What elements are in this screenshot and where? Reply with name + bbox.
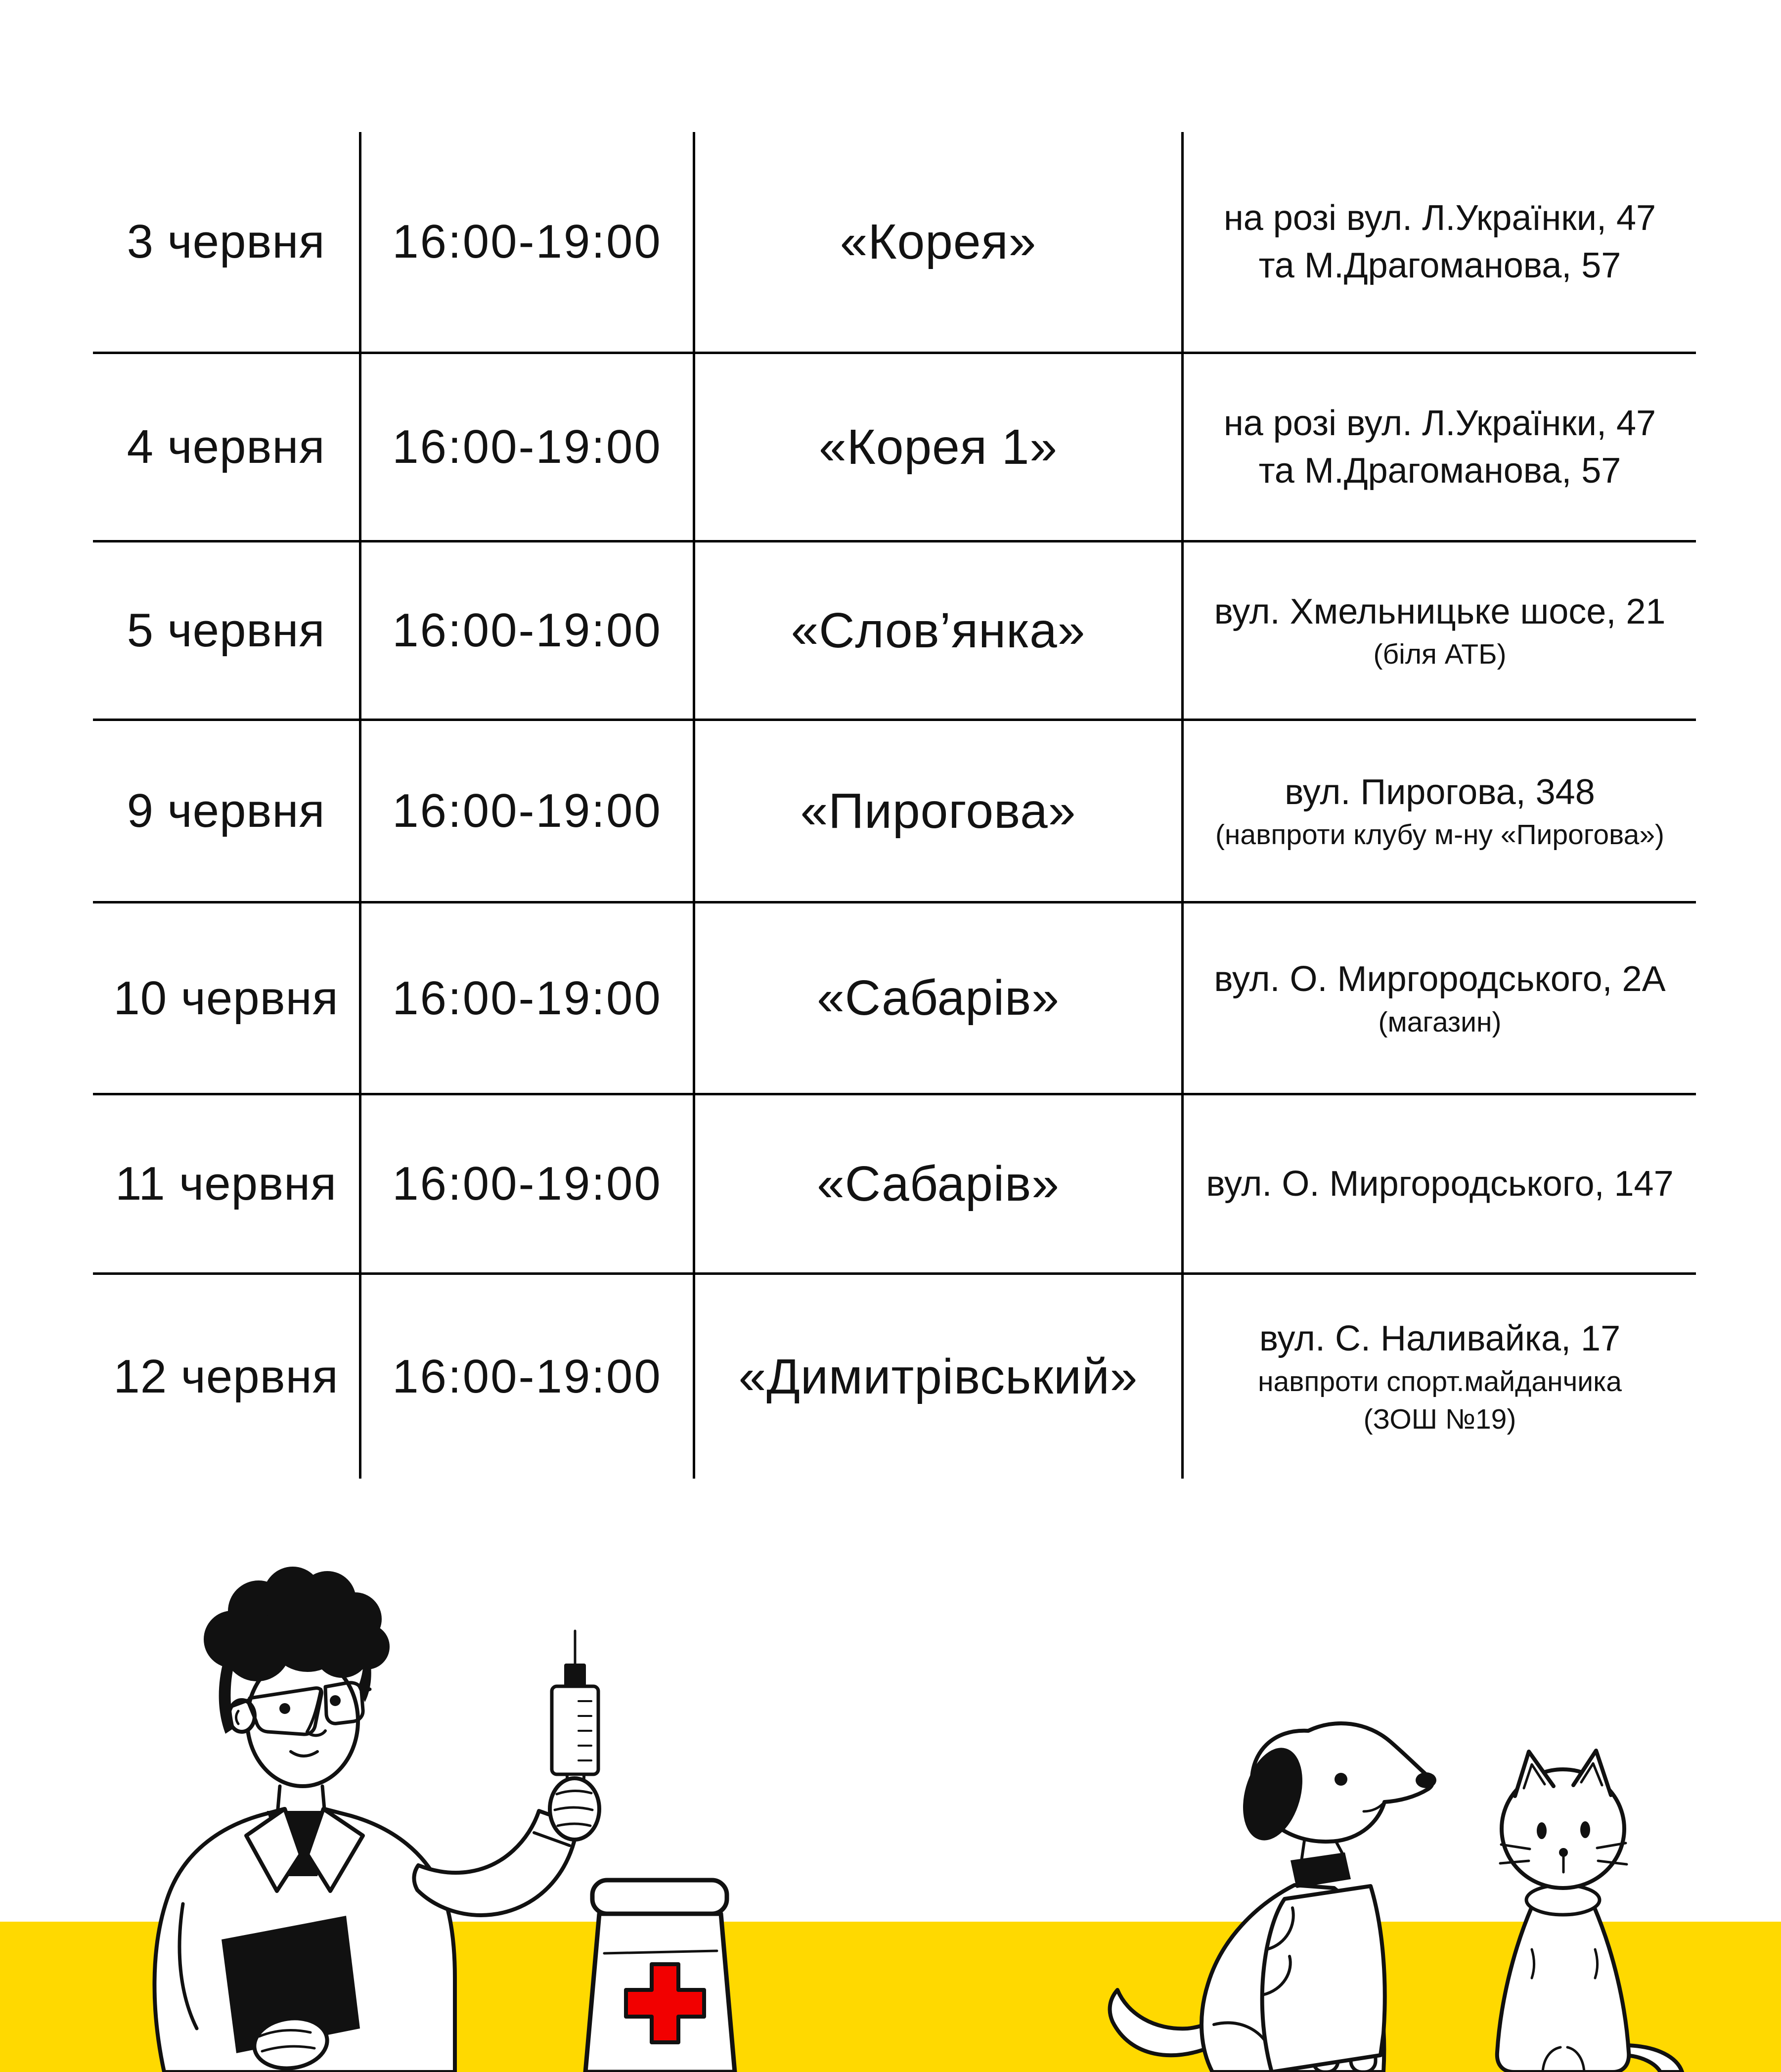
bag-lid xyxy=(592,1880,727,1914)
date-text: 9 червня xyxy=(127,784,325,837)
schedule-table xyxy=(93,132,1696,1479)
district-cell xyxy=(695,542,1184,719)
table-row xyxy=(93,542,1696,721)
address-line: (навпроти клубу м-ну «Пирогова») xyxy=(1215,819,1665,851)
syringe-icon xyxy=(552,1631,598,1785)
table-row xyxy=(93,721,1696,903)
table-row xyxy=(93,1095,1696,1275)
doctor-hand-fist xyxy=(550,1778,599,1840)
address-line: (магазин) xyxy=(1378,1006,1502,1038)
doctor-eye-right xyxy=(330,1695,341,1706)
address-line: вул. О. Миргородського, 2А xyxy=(1214,959,1666,999)
time-cell xyxy=(361,721,695,901)
time-cell xyxy=(361,542,695,719)
time-text: 16:00-19:00 xyxy=(392,1157,662,1210)
district-cell xyxy=(695,1095,1184,1272)
time-text: 16:00-19:00 xyxy=(392,604,662,657)
cat-eye-right xyxy=(1580,1821,1590,1838)
district-text: «Сабарів» xyxy=(817,970,1060,1026)
date-text: 4 червня xyxy=(127,420,325,473)
medicine-bag-icon xyxy=(585,1880,735,2072)
dog-eye xyxy=(1335,1773,1347,1786)
district-cell xyxy=(695,1275,1184,1479)
address-line: та М.Драгоманова, 57 xyxy=(1258,451,1621,491)
table-row xyxy=(93,1275,1696,1479)
address-line: (ЗОШ №19) xyxy=(1363,1403,1516,1436)
address-cell xyxy=(1184,542,1696,719)
time-cell xyxy=(361,903,695,1093)
date-cell xyxy=(93,132,361,352)
district-cell xyxy=(695,721,1184,901)
date-cell xyxy=(93,1275,361,1479)
address-line: на розі вул. Л.Українки, 47 xyxy=(1223,403,1656,443)
cat-eye-left xyxy=(1537,1822,1547,1839)
address-cell xyxy=(1184,1275,1696,1479)
date-text: 12 червня xyxy=(113,1350,339,1403)
address-line: вул. Пирогова, 348 xyxy=(1285,772,1595,812)
address-cell xyxy=(1184,721,1696,901)
date-cell xyxy=(93,1095,361,1272)
date-text: 11 червня xyxy=(115,1157,337,1210)
district-text: «Слов’янка» xyxy=(791,602,1086,658)
time-text: 16:00-19:00 xyxy=(392,1350,662,1403)
district-cell xyxy=(695,354,1184,540)
district-cell xyxy=(695,903,1184,1093)
date-text: 3 червня xyxy=(127,215,325,268)
table-row xyxy=(93,354,1696,542)
bottom-illustration xyxy=(0,1558,1781,2072)
time-cell xyxy=(361,1095,695,1272)
date-text: 5 червня xyxy=(127,604,325,657)
address-cell xyxy=(1184,354,1696,540)
address-cell xyxy=(1184,132,1696,352)
date-cell xyxy=(93,542,361,719)
date-cell xyxy=(93,903,361,1093)
time-text: 16:00-19:00 xyxy=(392,215,662,268)
date-text: 10 червня xyxy=(113,971,339,1025)
dog-collar xyxy=(1291,1852,1351,1888)
date-cell xyxy=(93,354,361,540)
address-cell xyxy=(1184,903,1696,1093)
address-line: вул. С. Наливайка, 17 xyxy=(1259,1319,1621,1359)
time-text: 16:00-19:00 xyxy=(392,971,662,1025)
district-cell xyxy=(695,132,1184,352)
address-line: вул. Хмельницьке шосе, 21 xyxy=(1214,591,1666,631)
table-row xyxy=(93,903,1696,1095)
time-text: 16:00-19:00 xyxy=(392,784,662,837)
date-cell xyxy=(93,721,361,901)
address-cell xyxy=(1184,1095,1696,1272)
address-line: вул. О. Миргородського, 147 xyxy=(1206,1164,1674,1204)
dog-nose xyxy=(1416,1772,1436,1788)
time-cell xyxy=(361,1275,695,1479)
district-text: «Корея 1» xyxy=(819,419,1058,475)
doctor-eye-left xyxy=(279,1703,290,1714)
address-line: на розі вул. Л.Українки, 47 xyxy=(1223,198,1656,238)
district-text: «Пирогова» xyxy=(800,783,1076,839)
district-text: «Корея» xyxy=(840,214,1037,270)
district-text: «Сабарів» xyxy=(817,1156,1060,1212)
dog-vest xyxy=(1262,1886,1385,2072)
address-line: (біля АТБ) xyxy=(1373,638,1507,671)
address-line: навпроти спорт.майданчика xyxy=(1258,1365,1622,1397)
address-line: та М.Драгоманова, 57 xyxy=(1258,246,1621,285)
time-cell xyxy=(361,132,695,352)
time-text: 16:00-19:00 xyxy=(392,420,662,473)
time-cell xyxy=(361,354,695,540)
table-row xyxy=(93,132,1696,354)
district-text: «Димитрівський» xyxy=(738,1349,1138,1404)
